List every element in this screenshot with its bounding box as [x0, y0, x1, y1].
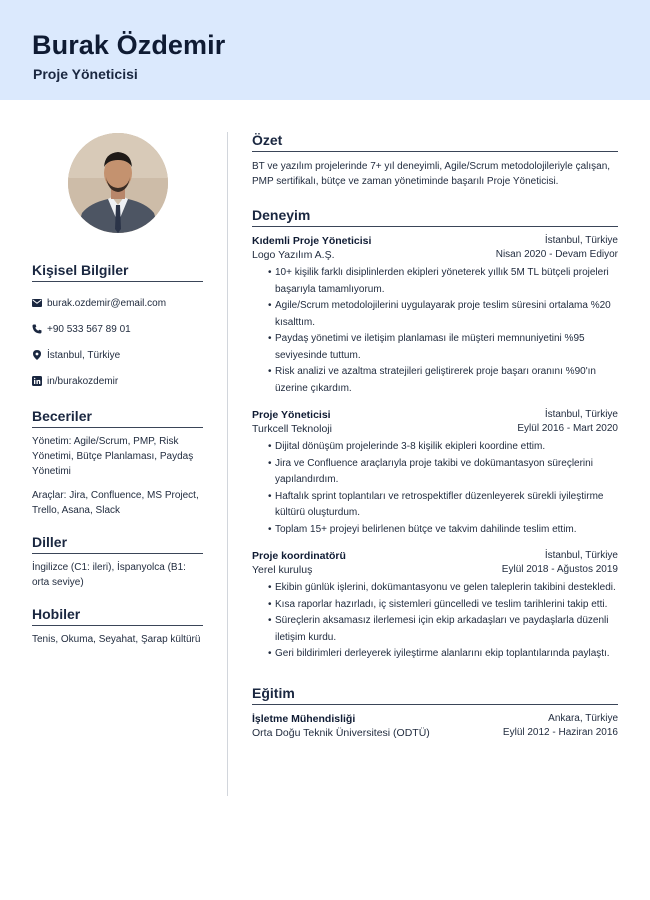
job-bullet: • Süreçlerin aksamasız ilerlemesi için ekip arkadaşları ve paydaşlarla düzenli iletişim kurdu.	[268, 613, 618, 646]
education-degree: İşletme Mühendisliği	[252, 712, 356, 725]
job-bullet: • Paydaş yönetimi ve iletişim planlaması ile müşteri memnuniyetini %95 seviyesinde tuttum.	[268, 331, 618, 364]
mail-icon	[32, 298, 42, 308]
experience-heading: Deneyim	[252, 207, 618, 227]
job-location: İstanbul, Türkiye	[544, 409, 618, 420]
hobbies-heading: Hobiler	[32, 606, 203, 626]
job-bullet: • Agile/Scrum metodolojilerini uygulayarak proje teslim süresini ortalama %20 kısalttım.	[268, 298, 618, 331]
job-bullet: • Dijital dönüşüm projelerinde 3-8 kişilik ekipleri koordine ettim.	[268, 439, 618, 456]
candidate-title: Proje Yöneticisi	[33, 66, 138, 82]
job-bullet: • Risk analizi ve azaltma stratejileri geliştirerek proje başarı oranını %90'ın üzerine çıkardım.	[268, 364, 618, 397]
contact-phone[interactable]	[32, 316, 203, 342]
contact-location	[32, 342, 203, 368]
job-dates: Nisan 2020 - Devam Ediyor	[495, 249, 618, 260]
contact-location-text: İstanbul, Türkiye	[47, 349, 121, 361]
job-bullet: • Haftalık sprint toplantıları ve retrospektifler düzenleyerek sürekli iyileştirme kültürü oluşturdum.	[268, 489, 618, 522]
job-bullet: • Toplam 15+ projeyi belirlenen bütçe ve takvim dahilinde teslim ettim.	[268, 522, 618, 539]
job-bullets	[252, 265, 618, 397]
contact-linkedin-text: in/burakozdemir	[47, 375, 119, 387]
contact-email-text: burak.ozdemir@email.com	[47, 297, 167, 309]
job-entry	[252, 234, 618, 397]
job-bullet: • Kısa raporlar hazırladı, iç sistemleri güncelledi ve teslim tarihlerini takip etti.	[268, 597, 618, 614]
job-bullet: • Geri bildirimleri derleyerek iyileştirme alanlarını ekip toplantılarında paylaştı.	[268, 646, 618, 663]
skills-heading: Beceriler	[32, 408, 203, 428]
job-location: İstanbul, Türkiye	[544, 235, 618, 246]
education-dates: Eylül 2012 - Haziran 2016	[502, 726, 618, 738]
location-pin-icon	[32, 350, 42, 360]
job-role: Kıdemli Proje Yöneticisi	[252, 235, 372, 247]
job-role: Proje koordinatörü	[252, 550, 346, 562]
main-content	[252, 132, 618, 740]
job-bullet: • 10+ kişilik farklı disiplinlerden ekipleri yöneterek yıllık 5M TL bütçeli projeleri başarıyla tamamlıyorum.	[268, 265, 618, 298]
job-bullets	[252, 439, 618, 538]
hobbies-text: Tenis, Okuma, Seyahat, Şarap kültürü	[32, 634, 201, 645]
summary-text: BT ve yazılım projelerinde 7+ yıl deneyimli, Agile/Scrum metodolojileriyle çalışan, PMP sertifikalı, bütçe ve zaman yönetiminde başarılı Proje Yöneticisi.	[252, 161, 611, 187]
job-location: İstanbul, Türkiye	[544, 550, 618, 561]
job-bullet: • Jira ve Confluence araçlarıyla proje takibi ve dokümantasyon süreçlerini yapılandırdım.	[268, 456, 618, 489]
column-divider	[227, 132, 228, 796]
summary-heading: Özet	[252, 132, 618, 152]
contact-linkedin[interactable]	[32, 368, 203, 394]
job-role: Proje Yöneticisi	[252, 409, 331, 421]
job-company: Logo Yazılım A.Ş.	[252, 249, 335, 261]
phone-icon	[32, 324, 42, 334]
candidate-name: Burak Özdemir	[32, 30, 226, 60]
job-bullets	[252, 580, 618, 663]
job-dates: Eylül 2018 - Ağustos 2019	[501, 564, 618, 575]
profile-photo	[68, 133, 168, 233]
languages-heading: Diller	[32, 534, 203, 554]
education-entry	[252, 712, 618, 740]
skills-management: Yönetim: Agile/Scrum, PMP, Risk Yönetimi, Bütçe Planlaması, Paydaş Yönetimi	[32, 436, 194, 477]
education-school: Orta Doğu Teknik Üniversitesi (ODTÜ)	[252, 726, 430, 739]
job-dates: Eylül 2016 - Mart 2020	[517, 423, 618, 434]
job-bullet: • Ekibin günlük işlerini, dokümantasyonu ve gelen taleplerin takibini destekledi.	[268, 580, 618, 597]
job-entry	[252, 408, 618, 538]
education-heading: Eğitim	[252, 685, 618, 705]
contact-phone-text: +90 533 567 89 01	[47, 323, 131, 335]
job-entry	[252, 549, 618, 663]
contact-email[interactable]	[32, 290, 203, 316]
education-location: Ankara, Türkiye	[548, 712, 618, 724]
languages-text: İngilizce (C1: ileri), İspanyolca (B1: orta seviye)	[32, 562, 186, 588]
job-company: Yerel kuruluş	[252, 564, 313, 576]
skills-tools: Araçlar: Jira, Confluence, MS Project, Trello, Asana, Slack	[32, 490, 199, 516]
profile-photo-icon	[68, 133, 168, 233]
job-company: Turkcell Teknoloji	[252, 423, 332, 435]
resume-header	[0, 0, 650, 100]
linkedin-icon	[32, 376, 42, 386]
personal-info-heading: Kişisel Bilgiler	[32, 262, 203, 282]
sidebar	[32, 262, 203, 647]
